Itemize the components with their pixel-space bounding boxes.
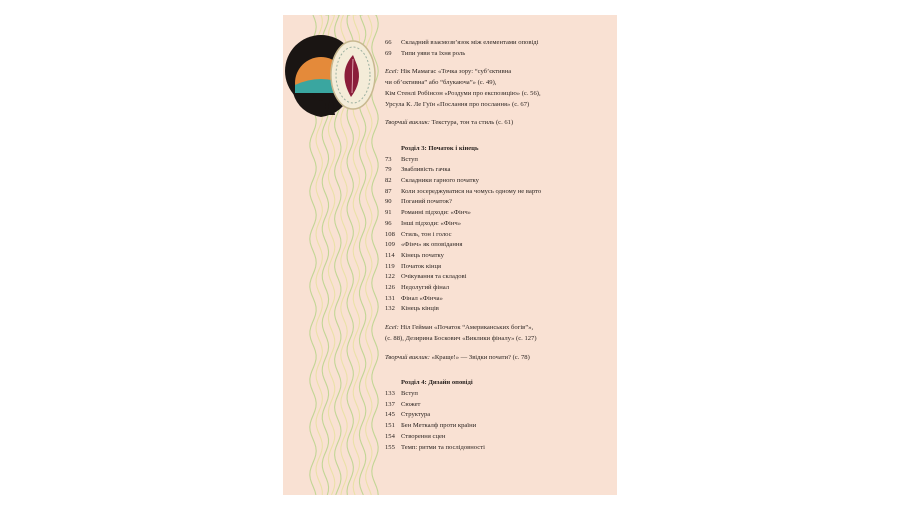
entry-title: Бен Меткалф проти країни bbox=[401, 422, 477, 430]
challenge-label: Творчий виклик: bbox=[385, 119, 430, 127]
part-a-essays bbox=[385, 67, 615, 110]
page-number: 119 bbox=[385, 262, 395, 270]
entry-title: Вступ bbox=[401, 389, 418, 397]
page-number: 108 bbox=[385, 230, 395, 238]
essay-line: Ніл Гейман «Початок “Американських богів”», bbox=[398, 324, 534, 332]
page-number: 69 bbox=[385, 49, 392, 57]
page-number: 91 bbox=[385, 209, 392, 217]
part-a-items bbox=[385, 38, 615, 59]
entry-title: Початок кінця bbox=[401, 262, 442, 270]
page-number: 87 bbox=[385, 187, 392, 195]
page-number: 96 bbox=[385, 219, 392, 227]
essay-line: (с. 88), Дезирина Боскович «Виклики фіналу» (с. 127) bbox=[385, 334, 537, 342]
toc-entry bbox=[385, 208, 615, 219]
entry-title: Поганий початок? bbox=[401, 198, 452, 206]
entry-title: Структура bbox=[401, 411, 431, 419]
entry-title: Сюжет bbox=[401, 400, 421, 408]
section-3-heading: Розділ 3: Початок і кінець bbox=[401, 144, 479, 152]
essay-line: Урсула К. Ле Гуїн «Послання про послання» (с. 67) bbox=[385, 100, 530, 108]
toc-entry bbox=[385, 421, 615, 432]
page-number: 145 bbox=[385, 411, 395, 419]
section-3-essays bbox=[385, 323, 615, 344]
toc-entry bbox=[385, 219, 615, 230]
essay-line: Нік Мамагас «Точка зору: “суб’єктивна bbox=[400, 68, 512, 76]
entry-title: Недолугий фінал bbox=[401, 284, 450, 292]
entry-title: Фінал «Фінча» bbox=[401, 294, 443, 302]
page-number: 114 bbox=[385, 251, 395, 259]
toc-entry bbox=[385, 197, 615, 208]
entry-title: Кінець початку bbox=[401, 251, 444, 259]
page-number: 137 bbox=[385, 400, 395, 408]
toc-entry bbox=[385, 304, 615, 315]
toc-entry bbox=[385, 389, 615, 400]
toc-entry bbox=[385, 283, 615, 294]
page-number: 132 bbox=[385, 305, 395, 313]
toc-entry bbox=[385, 165, 615, 176]
section-4-items bbox=[385, 389, 615, 453]
essays-label: Есеї: bbox=[385, 68, 399, 76]
essay-line: Кім Стенлі Робінсон «Роздуми про експозицію» (с. 56), bbox=[385, 89, 541, 97]
entry-title: Кінець кінців bbox=[401, 305, 439, 313]
page-number: 82 bbox=[385, 177, 392, 185]
page-number: 126 bbox=[385, 284, 395, 292]
essays-label: Есеї: bbox=[385, 324, 399, 332]
entry-title: Стиль, тон і голос bbox=[401, 230, 452, 238]
toc-entry bbox=[385, 176, 615, 187]
page-number: 155 bbox=[385, 443, 395, 451]
table-of-contents bbox=[385, 38, 615, 453]
page-number: 151 bbox=[385, 422, 395, 430]
entry-title: Темп: ритми та послідовності bbox=[401, 443, 485, 451]
toc-entry bbox=[385, 155, 615, 166]
page-number: 131 bbox=[385, 294, 395, 302]
entry-title: Очікування та складові bbox=[401, 273, 467, 281]
toc-entry bbox=[385, 262, 615, 273]
essay-line: чи об’єктивна” або “блукаюча”» (с. 49), bbox=[385, 79, 497, 87]
entry-title: Коли зосереджуватися на чомусь одному не варто bbox=[401, 187, 542, 195]
toc-entry bbox=[385, 410, 615, 421]
toc-entry bbox=[385, 432, 615, 443]
toc-entry bbox=[385, 294, 615, 305]
entry-title: Створення сцен bbox=[401, 432, 446, 440]
emblem-illustration bbox=[285, 27, 381, 135]
page-number: 79 bbox=[385, 166, 392, 174]
entry-title: Складники гарного початку bbox=[401, 177, 479, 185]
page-number: 90 bbox=[385, 198, 392, 206]
entry-title: Типи уяви та їхня роль bbox=[401, 49, 466, 57]
toc-entry bbox=[385, 251, 615, 262]
book-page bbox=[283, 15, 617, 495]
entry-title: Інші підходи: «Фінч» bbox=[401, 219, 461, 227]
toc-entry bbox=[385, 400, 615, 411]
toc-entry bbox=[385, 187, 615, 198]
challenge-text: «Краще!» — Звідки почати? (с. 78) bbox=[429, 353, 530, 361]
page-number: 133 bbox=[385, 389, 395, 397]
toc-entry bbox=[385, 443, 615, 454]
page-number: 109 bbox=[385, 241, 395, 249]
challenge-text: Текстура, тон та стиль (с. 61) bbox=[431, 119, 514, 127]
challenge-label: Творчий виклик: bbox=[385, 353, 430, 361]
page-number: 66 bbox=[385, 39, 392, 46]
section-3-challenge bbox=[385, 353, 615, 364]
page-number: 122 bbox=[385, 273, 395, 281]
toc-entry bbox=[385, 240, 615, 251]
entry-title: Звабливість гачка bbox=[401, 166, 451, 174]
toc-entry bbox=[385, 230, 615, 241]
page-number: 154 bbox=[385, 432, 395, 440]
entry-title: Вступ bbox=[401, 155, 418, 163]
entry-title: Романні підходи: «Фінч» bbox=[401, 209, 471, 217]
toc-entry bbox=[385, 272, 615, 283]
section-3-items bbox=[385, 155, 615, 316]
part-a-challenge bbox=[385, 118, 615, 129]
toc-entry bbox=[385, 38, 615, 49]
section-4-heading: Розділ 4: Дизайн оповіді bbox=[401, 379, 473, 387]
toc-entry bbox=[385, 49, 615, 60]
entry-title: «Фінч» як оповідання bbox=[401, 241, 463, 249]
page-number: 73 bbox=[385, 155, 392, 163]
entry-title: Складний взаємозв’язок між елементами оповіді bbox=[401, 39, 539, 46]
